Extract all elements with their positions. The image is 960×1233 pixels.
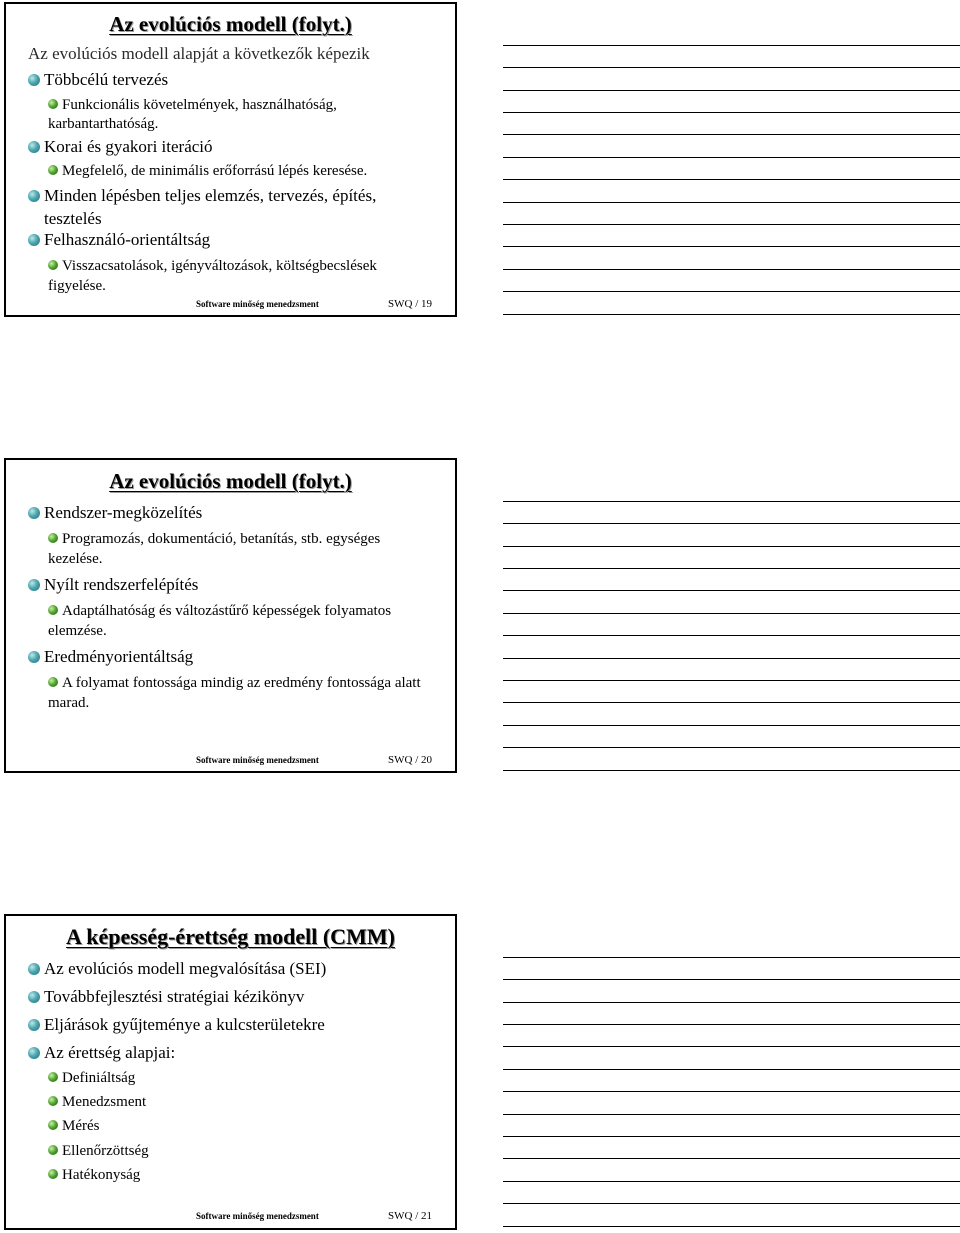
note-line [503,1091,960,1092]
note-line [503,725,960,726]
slide-title: Az evolúciós modell (folyt.) [109,12,352,36]
bullet-icon [48,1072,58,1082]
note-line [503,1136,960,1137]
note-line [503,501,960,502]
note-line [503,67,960,68]
note-line [503,658,960,659]
note-line [503,546,960,547]
bullet-icon [28,963,40,975]
slide-footer-course: Software minőség menedzsment [196,299,319,309]
slide-title: Az evolúciós modell (folyt.) [109,469,352,493]
bullet-icon [28,507,40,519]
note-line [503,224,960,225]
slide-footer-course: Software minőség menedzsment [196,755,319,765]
bullet-icon [28,1047,40,1059]
list-item: Hatékonyság [48,1166,428,1185]
list-item: Eredményorientáltság [28,647,448,666]
slide-footer-number: SWQ / 21 [388,1210,432,1222]
list-item: Ellenőrzöttség [48,1142,428,1161]
note-line [503,1226,960,1227]
bullet-icon [28,234,40,246]
bullet-icon [48,1145,58,1155]
note-line [503,112,960,113]
note-line [503,568,960,569]
list-item: Programozás, dokumentáció, betanítás, stb. egységes kezelése. [48,531,381,567]
note-line [503,269,960,270]
slide-subheading: Az evolúciós modell alapját a következők képezik [28,44,370,63]
note-line [503,1069,960,1070]
list-item: Az érettség alapjai: [28,1043,448,1062]
note-line [503,523,960,524]
note-line [503,1158,960,1159]
list-item: Korai és gyakori iteráció [28,137,448,156]
bullet-icon [28,579,40,591]
list-item: Visszacsatolások, igényváltozások, költségbecslések figyelése. [48,258,377,294]
note-line [503,1203,960,1204]
list-item: A folyamat fontossága mindig az eredmény fontossága alatt marad. [48,675,421,711]
list-item: Továbbfejlesztési stratégiai kézikönyv [28,987,448,1006]
bullet-icon [48,260,58,270]
note-line [503,1181,960,1182]
list-item: Menedzsment [48,1093,428,1112]
note-line [503,635,960,636]
list-item: Az evolúciós modell megvalósítása (SEI) [28,959,448,978]
bullet-icon [48,1120,58,1130]
note-line [503,202,960,203]
list-item: Minden lépésben teljes elemzés, tervezés, építés, tesztelés [28,184,428,230]
slide-title: A képesség-érettség modell (CMM) [66,924,395,949]
bullet-icon [48,1169,58,1179]
bullet-icon [28,1019,40,1031]
note-line [503,702,960,703]
note-line [503,246,960,247]
note-line [503,680,960,681]
note-line [503,291,960,292]
bullet-icon [48,99,58,109]
slide-20 [4,458,457,773]
list-item: Eljárások gyűjteménye a kulcsterületekre [28,1015,448,1034]
bullet-icon [48,165,58,175]
slide-footer-number: SWQ / 20 [388,754,432,766]
note-line [503,179,960,180]
bullet-icon [48,605,58,615]
note-line [503,157,960,158]
list-item: Felhasználó-orientáltság [28,230,448,249]
slide-19 [4,2,457,317]
note-line [503,1046,960,1047]
list-item: Adaptálhatóság és változástűrő képességek folyamatos elemzése. [48,603,392,639]
bullet-icon [28,141,40,153]
list-item: Funkcionális követelmények, használhatóság, karbantarthatóság. [48,97,337,132]
slide-footer-course: Software minőség menedzsment [196,1211,319,1221]
bullet-icon [48,533,58,543]
slide-footer-number: SWQ / 19 [388,298,432,310]
note-line [503,45,960,46]
bullet-icon [48,1096,58,1106]
bullet-icon [28,74,40,86]
note-line [503,770,960,771]
note-line [503,1002,960,1003]
slide-21 [4,914,457,1230]
bullet-icon [28,651,40,663]
note-line [503,134,960,135]
list-item: Mérés [48,1117,428,1136]
note-line [503,1114,960,1115]
note-line [503,1024,960,1025]
bullet-icon [28,991,40,1003]
note-line [503,979,960,980]
note-line [503,314,960,315]
list-item: Definiáltság [48,1069,428,1088]
note-line [503,90,960,91]
note-line [503,957,960,958]
note-line [503,747,960,748]
list-item: Megfelelő, de minimális erőforrású lépés keresése. [48,162,448,181]
list-item: Nyílt rendszerfelépítés [28,575,448,594]
list-item: Többcélú tervezés [28,70,448,89]
bullet-icon [48,677,58,687]
list-item: Rendszer-megközelítés [28,503,448,522]
note-line [503,613,960,614]
bullet-icon [28,190,40,202]
note-line [503,590,960,591]
